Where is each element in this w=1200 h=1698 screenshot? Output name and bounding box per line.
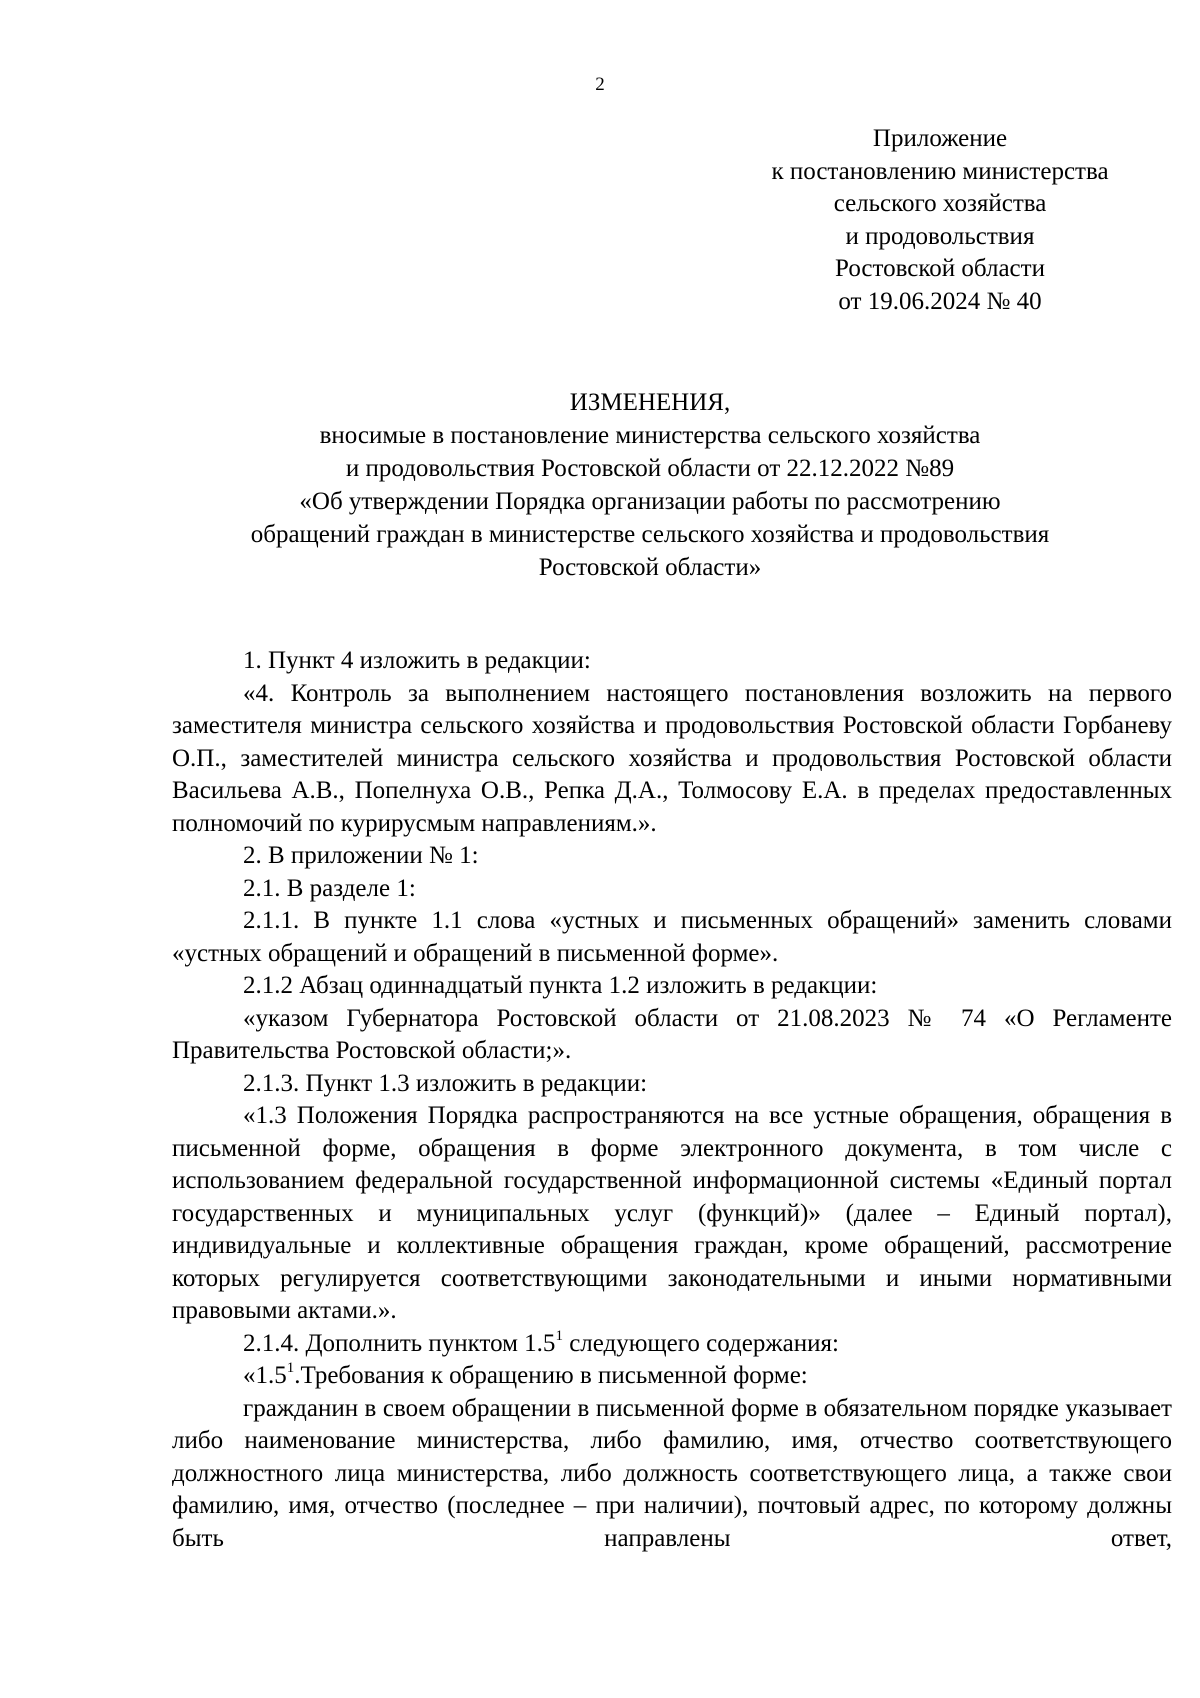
paragraph: 2.1.2 Абзац одиннадцатый пункта 1.2 изложить в редакции: [243,972,878,999]
title-line: обращений граждан в министерстве сельского хозяйства и продовольствия [250,521,1050,548]
paragraph: 2.1.1. В пункте 1.1 слова «устных и письменных обращений» заменить словами «устных обращений и обращений в письменной форме». [172,907,1172,967]
title-line: «Об утверждении Порядка организации работы по рассмотрению [299,488,1001,515]
appendix-line: к постановлению министерства [771,157,1109,185]
paragraph-text: .Требования к обращению в письменной форме: [294,1362,808,1389]
title-line: и продовольствия Ростовской области от 22.12.2022 №89 [345,455,955,482]
appendix-block [740,123,1140,318]
title-line: вносимые в постановление министерства сельского хозяйства [319,422,981,449]
superscript: 1 [286,1360,295,1376]
paragraph [172,1360,1172,1393]
paragraph: 1. Пункт 4 изложить в редакции: [243,647,591,674]
paragraph: 2. В приложении № 1: [243,842,479,869]
paragraph-text: следующего содержания: [562,1329,839,1357]
paragraph: 2.1.3. Пункт 1.3 изложить в редакции: [243,1069,648,1097]
appendix-line: от 19.06.2024 № 40 [838,287,1042,315]
appendix-line: Ростовской области [835,255,1045,282]
appendix-line: Приложение [872,125,1008,152]
paragraph: 2.1. В разделе 1: [243,874,416,902]
appendix-line: и продовольствия [845,222,1035,250]
paragraph-text: 2.1.4. Дополнить пунктом 1.5 [243,1329,556,1357]
paragraph-text: «1.5 [243,1362,287,1389]
paragraph [172,1328,1172,1361]
title-line: Ростовской области» [538,554,762,581]
appendix-line: сельского хозяйства [833,190,1047,217]
paragraph: «1.3 Положения Порядка распространяются на все устные обращения, обращения в письменной форме, обращения в форме электронного документа, в том числе с использованием федеральной государственной информационной системы «Единый портал государственных и муниципальных услуг (функций)» (далее – Единый портал), индивидуальные и коллективные обращения граждан, кроме обращений, рассмотрение которых регулируется соответствующими законодательными и иными нормативными правовыми актами.». [172,1102,1172,1324]
paragraph: «указом Губернатора Ростовской области от 21.08.2023 № 74 «О Регламенте Правительства Ростовской области;». [172,1004,1172,1064]
title-heading: ИЗМЕНЕНИЯ, [569,389,731,416]
superscript: 1 [555,1327,563,1344]
paragraph: гражданин в своем обращении в письменной форме в обязательном порядке указывает либо наименование министерства, либо фамилию, имя, отчество соответствующего должностного лица министерства, либо должность соответствующего лица, а также свои фамилию, имя, отчество (последнее – при наличии), почтовый адрес, по которому должны быть направлены ответ, [172,1394,1172,1552]
paragraph: «4. Контроль за выполнением настоящего постановления возложить на первого заместителя министра сельского хозяйства и продовольствия Ростовской области Горбаневу О.П., заместителей министра сельского хозяйства и продовольствия Ростовской области Васильева А.В., Попелнуха О.В., Репка Д.А., Толмосову Е.А. в пределах предоставленных полномочий по курирусмым направлениям.». [172,679,1172,837]
document-body [172,645,1172,1555]
document-title [200,386,1100,584]
page-number: 2 [595,74,605,95]
